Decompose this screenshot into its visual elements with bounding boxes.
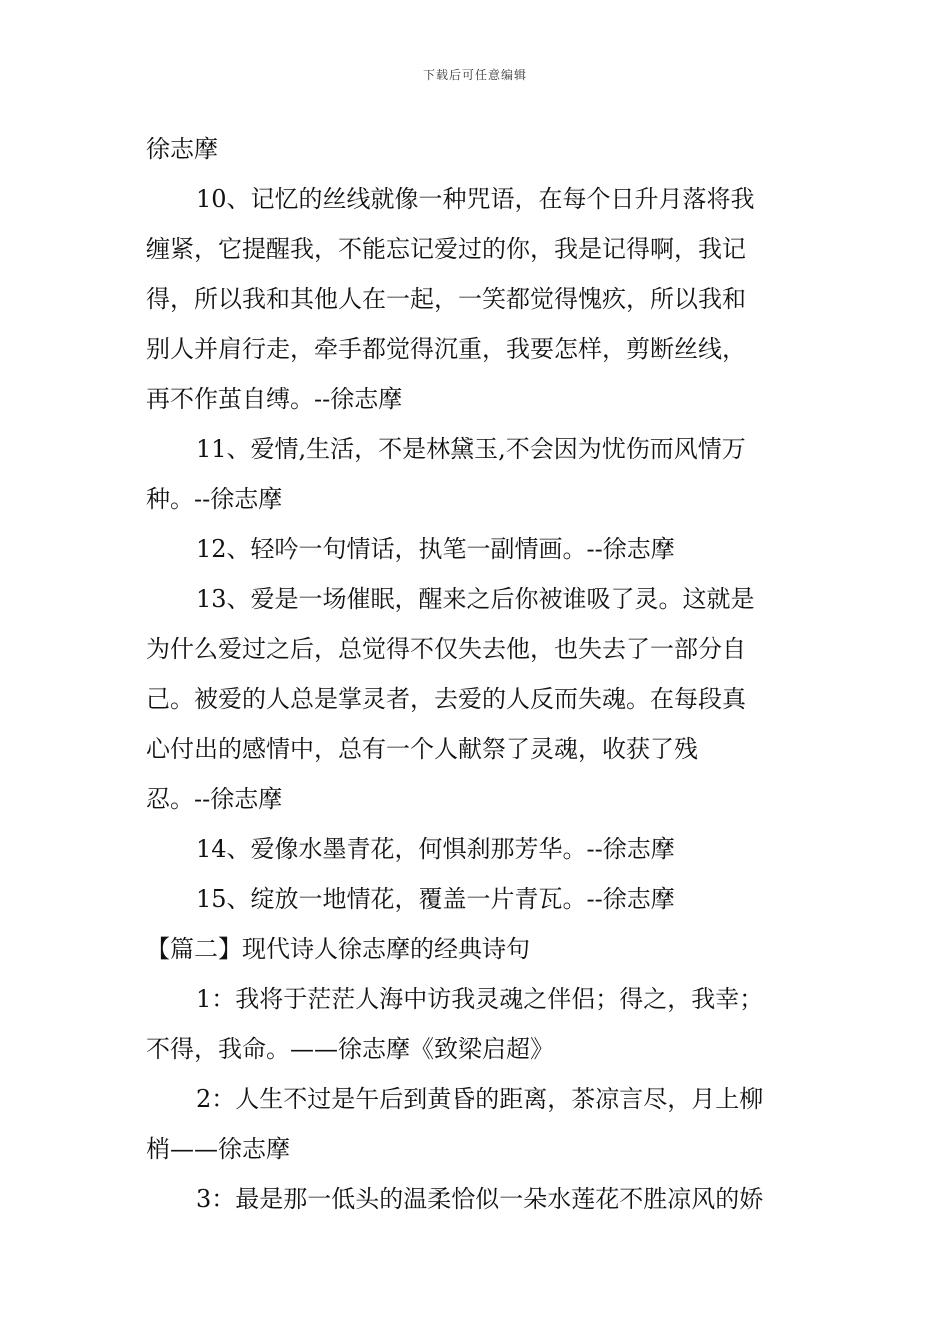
- text-line: 13、爱是一场催眠，醒来之后你被谁吸了灵。这就是: [196, 585, 755, 613]
- text-line: 徐志摩: [146, 135, 218, 163]
- text-line: 2：人生不过是午后到黄昏的距离，茶凉言尽，月上柳: [196, 1085, 764, 1113]
- text-line: 14、爱像水墨青花，何惧刹那芳华。--徐志摩: [196, 835, 675, 863]
- text-line: 得，所以我和其他人在一起，一笑都觉得愧疚，所以我和: [146, 285, 746, 313]
- text-line: 忍。--徐志摩: [146, 785, 283, 813]
- section-heading: 【篇二】现代诗人徐志摩的经典诗句: [146, 935, 530, 963]
- text-line: 10、记忆的丝线就像一种咒语，在每个日升月落将我: [196, 185, 755, 213]
- text-line: 3：最是那一低头的温柔恰似一朵水莲花不胜凉风的娇: [196, 1185, 764, 1213]
- page-header: 下载后可任意编辑: [422, 68, 527, 82]
- text-line: 11、爱情,生活，不是林黛玉,不会因为忧伤而风情万: [196, 435, 746, 463]
- text-line: 再不作茧自缚。--徐志摩: [146, 385, 403, 413]
- text-line: 己。被爱的人总是掌灵者，去爱的人反而失魂。在每段真: [146, 685, 746, 713]
- text-line: 别人并肩行走，牵手都觉得沉重，我要怎样，剪断丝线，: [146, 335, 746, 363]
- text-line: 12、轻吟一句情话，执笔一副情画。--徐志摩: [196, 535, 675, 563]
- text-line: 1：我将于茫茫人海中访我灵魂之伴侣；得之，我幸；: [196, 985, 764, 1013]
- document-body: [146, 124, 806, 1224]
- text-line: 种。--徐志摩: [146, 485, 283, 513]
- text-line: 15、绽放一地情花，覆盖一片青瓦。--徐志摩: [196, 885, 675, 913]
- text-line: 缠紧，它提醒我，不能忘记爱过的你，我是记得啊，我记: [146, 235, 746, 263]
- text-line: 梢——徐志摩: [146, 1135, 290, 1163]
- text-line: 为什么爱过之后，总觉得不仅失去他，也失去了一部分自: [146, 635, 746, 663]
- text-line: 不得，我命。——徐志摩《致梁启超》: [146, 1035, 554, 1063]
- text-line: 心付出的感情中，总有一个人献祭了灵魂，收获了残: [146, 735, 698, 763]
